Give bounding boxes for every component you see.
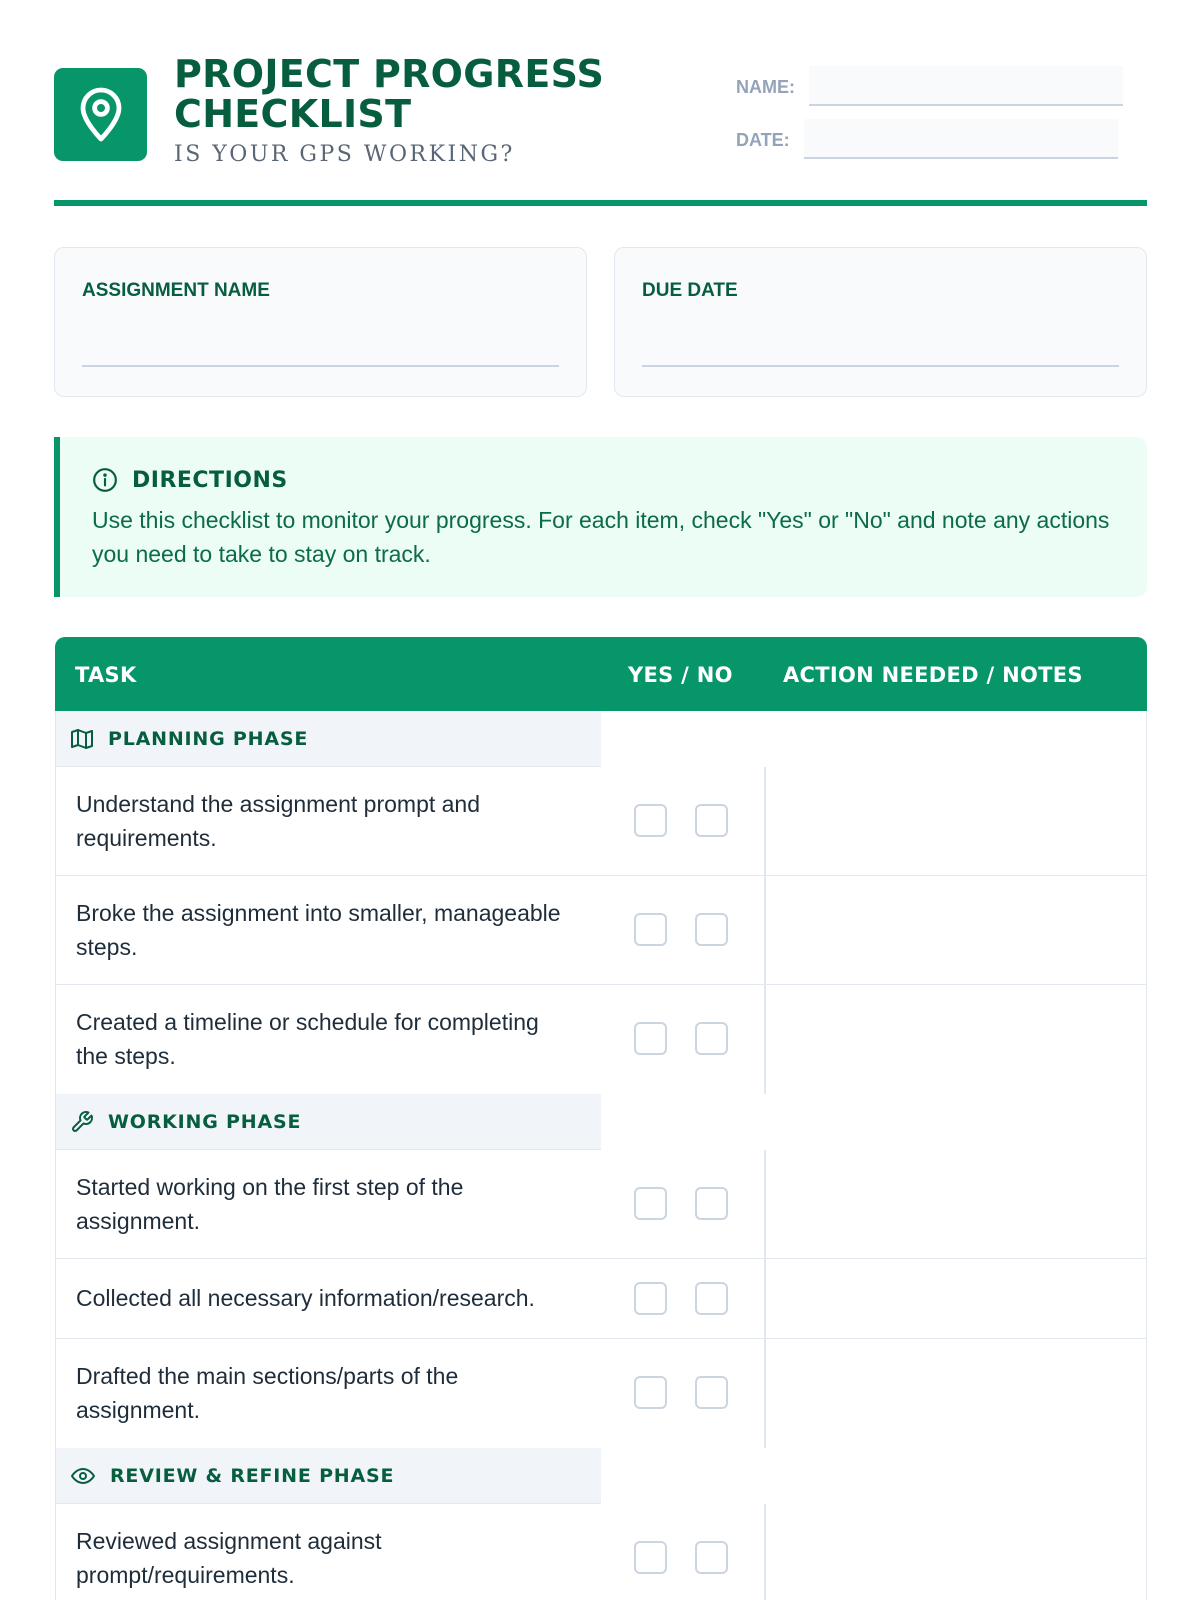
- table-row: [56, 1150, 1146, 1259]
- directions-text: Use this checklist to monitor your progress. For each item, check "Yes" or "No" and note any actions you need to take to stay on track.: [92, 507, 1110, 567]
- due-date-card: [614, 247, 1147, 397]
- wrench-icon: [70, 1110, 94, 1134]
- phase-review: [56, 1448, 1146, 1504]
- task-text: Drafted the main sections/parts of the assignment.: [76, 1363, 459, 1423]
- name-row: [736, 66, 1123, 106]
- table-row: [56, 985, 1146, 1094]
- no-checkbox[interactable]: [695, 1282, 728, 1315]
- page-title: PROJECT PROGRESS CHECKLIST: [174, 52, 605, 136]
- assignment-label: ASSIGNMENT NAME: [82, 280, 270, 301]
- phase-title: WORKING PHASE: [108, 1110, 302, 1133]
- assignment-card: [54, 247, 587, 397]
- name-field[interactable]: [809, 66, 1123, 106]
- yes-checkbox[interactable]: [634, 1541, 667, 1574]
- directions-title: DIRECTIONS: [132, 467, 288, 493]
- assignment-field[interactable]: [82, 365, 559, 367]
- table-row: [56, 1259, 1146, 1339]
- table-row: [56, 767, 1146, 876]
- logo: [54, 68, 147, 161]
- col-task: TASK: [75, 663, 137, 687]
- date-row: [736, 119, 1118, 159]
- date-label: DATE:: [736, 130, 790, 150]
- table-row: [56, 1504, 1146, 1600]
- map-icon: [70, 727, 94, 751]
- no-checkbox[interactable]: [695, 913, 728, 946]
- name-label: NAME:: [736, 77, 795, 97]
- phase-title: REVIEW & REFINE PHASE: [110, 1464, 395, 1487]
- eye-icon: [70, 1464, 96, 1488]
- task-text: Created a timeline or schedule for completing the steps.: [76, 1009, 539, 1069]
- map-pin-icon: [77, 87, 125, 143]
- phase-planning: [56, 711, 1146, 767]
- header-divider: [54, 200, 1147, 206]
- yes-checkbox[interactable]: [634, 804, 667, 837]
- no-checkbox[interactable]: [695, 1022, 728, 1055]
- task-text: Started working on the first step of the assignment.: [76, 1174, 464, 1234]
- task-text: Collected all necessary information/research.: [76, 1285, 535, 1311]
- table-row: [56, 1339, 1146, 1448]
- no-checkbox[interactable]: [695, 1376, 728, 1409]
- phase-title: PLANNING PHASE: [108, 727, 309, 750]
- page-subtitle: IS YOUR GPS WORKING?: [174, 142, 515, 167]
- col-notes: ACTION NEEDED / NOTES: [783, 663, 1083, 687]
- yes-checkbox[interactable]: [634, 1282, 667, 1315]
- table-header: [55, 637, 1147, 711]
- no-checkbox[interactable]: [695, 804, 728, 837]
- task-text: Understand the assignment prompt and requirements.: [76, 791, 481, 851]
- due-date-label: DUE DATE: [642, 280, 738, 301]
- directions-box: [54, 437, 1147, 597]
- task-text: Reviewed assignment against prompt/requirements.: [76, 1528, 382, 1588]
- phase-working: [56, 1094, 1146, 1150]
- col-yes-no: YES / NO: [628, 663, 733, 687]
- yes-checkbox[interactable]: [634, 1376, 667, 1409]
- info-icon: [92, 467, 118, 493]
- yes-checkbox[interactable]: [634, 1022, 667, 1055]
- yes-checkbox[interactable]: [634, 913, 667, 946]
- no-checkbox[interactable]: [695, 1187, 728, 1220]
- task-text: Broke the assignment into smaller, manageable steps.: [76, 900, 561, 960]
- yes-checkbox[interactable]: [634, 1187, 667, 1220]
- table-row: [56, 876, 1146, 985]
- no-checkbox[interactable]: [695, 1541, 728, 1574]
- directions-header: [92, 467, 288, 493]
- table-body: [55, 711, 1147, 1600]
- date-field[interactable]: [804, 119, 1118, 159]
- due-date-field[interactable]: [642, 365, 1119, 367]
- checklist-table: [55, 637, 1147, 1600]
